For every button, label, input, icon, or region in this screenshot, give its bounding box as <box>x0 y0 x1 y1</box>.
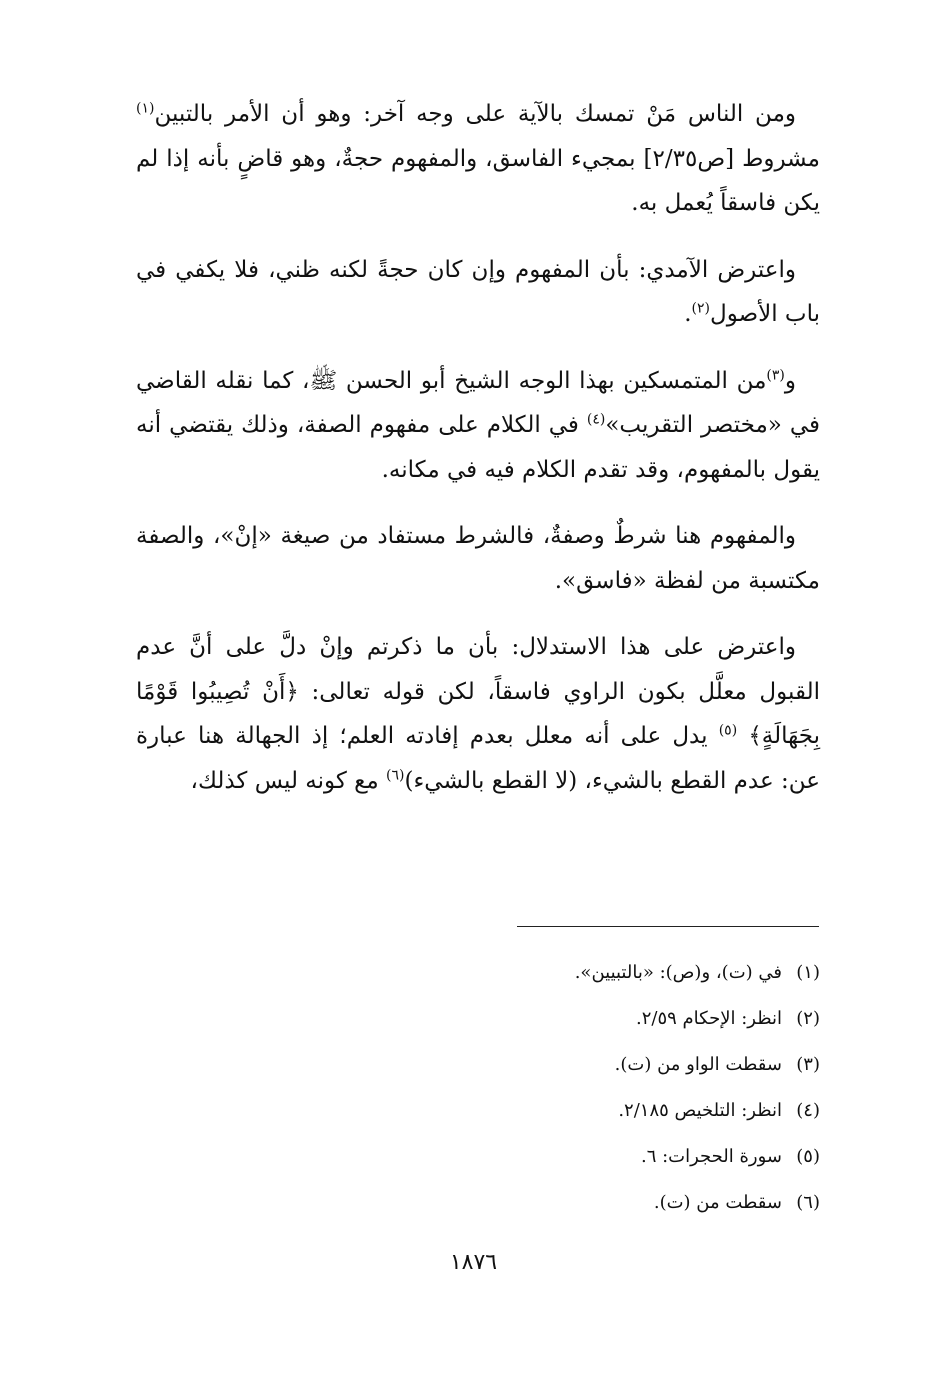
footnote-text: سقطت من (ت). <box>653 1192 782 1213</box>
footnote-item <box>136 950 820 996</box>
footnote-number: (٦) <box>796 1192 820 1213</box>
footnote-item <box>136 996 820 1042</box>
footnote-reference: (٤) <box>586 411 606 428</box>
footnote-number: (٥) <box>796 1146 820 1167</box>
paragraph-text: من المتمسكين بهذا الوجه الشيخ أبو الحسن ﷺ، كما نقله القاضي في «مختصر التقريب» <box>136 367 821 438</box>
footnote-text: سورة الحجرات: ٦. <box>640 1146 782 1167</box>
paragraph-text: مشروط [ص٢/٣٥] بمجيء الفاسق، والمفهوم حجةٌ، وهو قاضٍ بأنه إذا لم يكن فاسقاً يُعمل به. <box>136 145 820 216</box>
paragraph-text: واعترض على هذا الاستدلال: بأن ما ذكرتم وإنْ دلَّ على أنَّ عدم القبول معلَّل بكون الراوي فاسقاً، لكن قوله تعالى: ﴿أَنْ تُصِيبُوا قَوْمًا بِجَهَالَةٍ﴾ <box>136 634 820 749</box>
footnote-number: (١) <box>796 962 820 983</box>
footnote-number: (٢) <box>796 1008 820 1029</box>
footnote-text: في (ت)، و(ص): «بالتبيين». <box>574 962 782 983</box>
paragraph-text: . <box>684 301 692 327</box>
page-number: ١٨٧٦ <box>449 1250 498 1275</box>
footnote-reference: (٦) <box>386 766 405 783</box>
paragraph <box>136 514 820 603</box>
footnote-divider <box>517 926 819 927</box>
paragraph <box>136 248 820 337</box>
paragraph-text: والمفهوم هنا شرطٌ وصفةٌ، فالشرط مستفاد من صيغة «إنْ»، والصفة مكتسبة من لفظة «فاسق». <box>136 523 820 594</box>
footnote-item <box>136 1088 820 1134</box>
paragraph-text: و <box>784 367 796 394</box>
main-text <box>136 92 820 803</box>
footnotes <box>136 950 820 1226</box>
paragraph-text: ومن الناس مَنْ تمسك بالآية على وجه آخر: وهو أن الأمر بالتبين <box>154 101 796 127</box>
paragraph <box>136 625 820 803</box>
footnote-item <box>136 1134 820 1180</box>
footnote-reference: (٢) <box>691 300 710 317</box>
footnote-text: انظر: التلخيص ٢/١٨٥. <box>618 1100 782 1121</box>
footnote-text: انظر: الإحكام ٢/٥٩. <box>636 1008 782 1029</box>
footnote-reference: (٣) <box>766 366 785 383</box>
footnote-item <box>136 1180 820 1226</box>
footnote-reference: (١) <box>136 100 155 117</box>
footnote-text: سقطت الواو من (ت). <box>614 1054 782 1075</box>
paragraph-text: واعترض الآمدي: بأن المفهوم وإن كان حجةً لكنه ظني، فلا يكفي في باب الأصول <box>136 256 820 327</box>
paragraph-text: مع كونه ليس كذلك، <box>190 767 387 794</box>
paragraph-text: في الكلام على مفهوم الصفة، وذلك يقتضي أنه يقول بالمفهوم، وقد تقدم الكلام فيه في مكانه. <box>136 412 820 483</box>
paragraph <box>136 359 820 493</box>
footnote-reference: (٥) <box>718 722 738 739</box>
paragraph <box>136 92 820 226</box>
paragraph-text: يدل على أنه معلل بعدم إفادته العلم؛ إذ الجهالة هنا عبارة عن: عدم القطع بالشيء، (لا القطع بالشيء) <box>136 723 820 794</box>
footnote-number: (٣) <box>796 1054 820 1075</box>
footnote-item <box>136 1042 820 1088</box>
footnote-number: (٤) <box>796 1100 820 1121</box>
